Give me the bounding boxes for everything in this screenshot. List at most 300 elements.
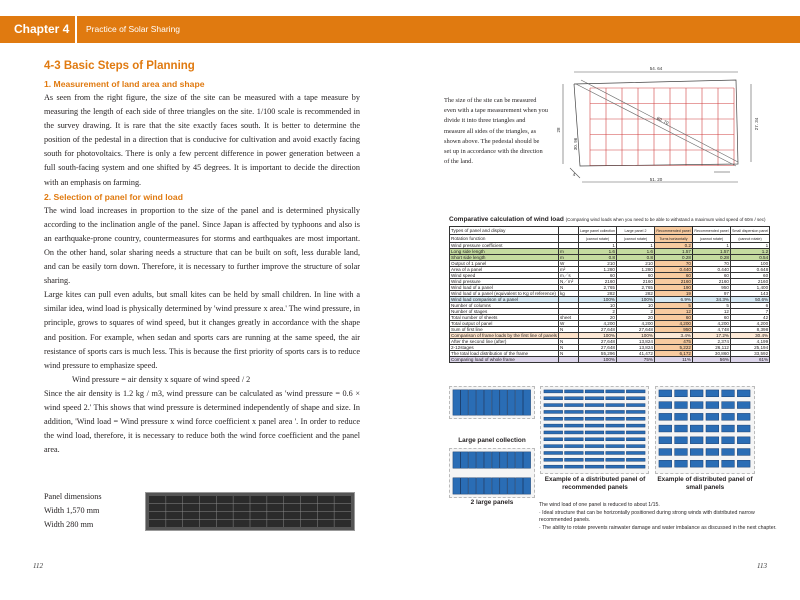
row-value: 50.6% (730, 297, 769, 303)
small-panel (675, 460, 688, 467)
recommended-panel (565, 431, 584, 434)
row-value: 4,748 (692, 327, 730, 333)
table-row (450, 339, 770, 345)
paragraph-air-density: Since the air density is 1.2 kg / m3, wind pressure can be calculated as 'wind pressure = 0.6 × wind speed 2.' This shows that wind pressure is determined independently of shape and size. In addition, 'Wind load = Wind pressure x wind force coefficient x panel area '. In order to reduce the wind load, therefore, it is necessary to reduce both the wind force coefficient and the panel area. (44, 388, 360, 455)
caption-distributed-recommended: Example of a distributed panel of recommended panels (544, 476, 646, 491)
row-unit: N (558, 351, 578, 357)
page-number-left: 112 (33, 562, 43, 570)
row-value: 13,824 (616, 339, 654, 345)
recommended-panel (585, 465, 604, 468)
recommended-panel (565, 417, 584, 420)
paragraph-kites: Large kites can pull even adults, but small kites can be held by small children. In line with a similar idea, wind load is physically determined by 'wind pressure x area.' The wind pressure, in principle, grows to squares of wind speed, but it changes greatly in accordance with the shape and position. For example, when sedan and sports cars are running at the same speed, the air resistance of sports cars is much less. This is because the first priority of sports cars is to reduce wind pressure to emphasize speed. (44, 290, 360, 370)
row-value: 0.440 (692, 267, 730, 273)
small-panel (659, 390, 672, 397)
recommended-panel (606, 410, 625, 413)
row-value: 56% (692, 357, 730, 363)
row-value: 1.6 (616, 249, 654, 255)
recommended-panel (606, 404, 625, 407)
row-label: Wind speed (450, 273, 559, 279)
header-cell (558, 235, 578, 243)
recommended-panel (544, 397, 563, 400)
row-value: 0.28 (692, 255, 730, 261)
row-label: Short side length (450, 255, 559, 261)
recommended-panel (606, 397, 625, 400)
large-panel (461, 390, 468, 415)
recommended-panel (544, 417, 563, 420)
site-diagram-svg (556, 62, 796, 190)
recommended-panel (626, 465, 645, 468)
row-unit: m (558, 255, 578, 261)
header-cell: Rotation function (450, 235, 559, 243)
row-value: 6 (730, 303, 769, 309)
recommended-panel (585, 438, 604, 441)
row-value: 1.2 (730, 249, 769, 255)
header-cell: (cannot rotate) (692, 235, 730, 243)
row-value: 17.2% (692, 333, 730, 339)
row-value: 75% (616, 357, 654, 363)
recommended-panel (544, 465, 563, 468)
row-label: Long side length (450, 249, 559, 255)
recommended-panel (606, 390, 625, 393)
large-panel (515, 452, 522, 468)
row-value: 34.3% (692, 297, 730, 303)
row-value: 12 (692, 309, 730, 315)
row-value: 60 (654, 315, 692, 321)
recommended-panel (626, 397, 645, 400)
row-value: 20 (616, 315, 654, 321)
row-unit: m² (558, 267, 578, 273)
row-value: 6,172 (654, 351, 692, 357)
row-value: 12 (654, 309, 692, 315)
row-value: 6.9% (654, 297, 692, 303)
recommended-panel (565, 424, 584, 427)
row-value: 27,648 (578, 339, 616, 345)
row-value: 1.57 (692, 249, 730, 255)
row-value: 7 (730, 309, 769, 315)
row-value: 2,374 (692, 339, 730, 345)
row-value: 3.4% (654, 333, 692, 339)
recommended-panel (606, 458, 625, 461)
recommended-panel (565, 410, 584, 413)
row-label: After the second line (after) (450, 339, 559, 345)
row-value: 26,112 (692, 345, 730, 351)
row-value: 5,222 (654, 345, 692, 351)
row-value: 2160 (692, 279, 730, 285)
large-panel (476, 452, 483, 468)
dim-label-diagonal: 60. 70 (655, 115, 670, 126)
row-value: 100% (578, 297, 616, 303)
recommended-panel (565, 390, 584, 393)
row-unit: W (558, 321, 578, 327)
row-label: The total load distribution of the frame (450, 351, 559, 357)
recommended-panel (544, 431, 563, 434)
row-value: 20 (578, 315, 616, 321)
row-value: 61% (730, 357, 769, 363)
small-panel (706, 413, 719, 420)
large-panel (515, 390, 522, 415)
small-panel (722, 437, 735, 444)
row-value: 27,648 (578, 345, 616, 351)
row-value: 2160 (730, 279, 769, 285)
recommended-panel (585, 410, 604, 413)
large-panel (500, 452, 507, 468)
recommended-panel (565, 438, 584, 441)
row-value: 5 (692, 303, 730, 309)
row-label: Comparison of frame loads by the first line of panels (451, 333, 557, 338)
recommended-panel (626, 452, 645, 455)
wind-load-notes (539, 502, 789, 532)
row-value: 4,200 (578, 321, 616, 327)
row-value: 2160 (654, 279, 692, 285)
row-value: 0.8 (616, 255, 654, 261)
small-panel (722, 460, 735, 467)
small-panel (690, 390, 703, 397)
small-panel (737, 460, 750, 467)
wind-table-title (449, 216, 766, 223)
recommended-panel (544, 404, 563, 407)
row-value: 2160 (578, 279, 616, 285)
row-label: Wind load of a panel (450, 285, 559, 291)
site-survey-diagram (556, 62, 796, 190)
small-panel (690, 460, 703, 467)
row-value: 60 (692, 273, 730, 279)
two-large-panels-image (449, 448, 535, 498)
row-value: 41,472 (616, 351, 654, 357)
paragraph-land-measurement: As seen from the right figure, the size of the site can be measured with a tape measure by measuring the length of each side of three triangles on the site. 1/100 scale is recommended in the survey drawing. It is rare that the site exactly faces south. It is better to determine the position of the pedestal in a direction that is conducive for cultivation and avoid exactly facing south for photovoltaics. There is only a few percent difference in power generation between a full south-facing system and one shifted by 45 degrees. It is important to decide the direction with an emphasis on farming. (44, 93, 360, 187)
row-unit: m (558, 249, 578, 255)
recommended-panel (585, 445, 604, 448)
large-panel (461, 452, 468, 468)
row-unit: N (558, 327, 578, 333)
header-cell: Large panel 2 (616, 227, 654, 235)
row-value: 70 (654, 261, 692, 267)
large-panel (500, 478, 507, 494)
row-value: 13,824 (616, 345, 654, 351)
large-panel (523, 452, 530, 468)
small-panel (659, 425, 672, 432)
large-panel-collection-graphic (450, 387, 534, 418)
large-panel-collection-image (449, 386, 535, 419)
row-value: 0.2 (654, 243, 692, 249)
large-panel (508, 390, 515, 415)
row-value: 190 (654, 285, 692, 291)
small-panel (675, 390, 688, 397)
recommended-panel (565, 397, 584, 400)
row-label: Total output of panel (450, 321, 559, 327)
recommended-panel (585, 452, 604, 455)
row-value: 2160 (616, 279, 654, 285)
row-unit: N (558, 345, 578, 351)
row-value: 210 (616, 261, 654, 267)
small-panel (737, 449, 750, 456)
large-panel (484, 390, 491, 415)
row-unit: N (558, 339, 578, 345)
row-value: 0.648 (730, 267, 769, 273)
small-panel (675, 413, 688, 420)
row-value: 8,398 (730, 327, 769, 333)
small-panel (675, 437, 688, 444)
header-cell: Turns horizontally (654, 235, 692, 243)
recommended-panel (585, 404, 604, 407)
row-value: 0.8 (578, 255, 616, 261)
table-row (450, 351, 770, 357)
row-label: 2-12stages (450, 345, 559, 351)
caption-large-panel-collection: Large panel collection (458, 437, 526, 444)
small-panel (690, 413, 703, 420)
small-panel (722, 425, 735, 432)
chapter-label: Chapter 4 (0, 16, 77, 43)
recommended-panel (626, 390, 645, 393)
row-value: 55,296 (578, 351, 616, 357)
recommended-panel (585, 417, 604, 420)
row-value: 10 (616, 303, 654, 309)
row-value: 30,860 (692, 351, 730, 357)
row-label: Wind pressure coefficient (450, 243, 559, 249)
recommended-panel (606, 445, 625, 448)
row-label: Number of stages (450, 309, 559, 315)
row-label: Wind pressure (450, 279, 559, 285)
recommended-panel (585, 424, 604, 427)
row-label: Output of 1 panel (450, 261, 559, 267)
small-panel (706, 390, 719, 397)
row-value: 1.280 (616, 267, 654, 273)
recommended-panel (626, 438, 645, 441)
row-value: 4,199 (730, 339, 769, 345)
wind-load-table (449, 226, 770, 363)
small-panel (722, 390, 735, 397)
recommended-panel (544, 438, 563, 441)
row-value: 0.54 (730, 255, 769, 261)
site-measurement-caption: The size of the site can be measured even with a tape measurement when you divide it into three triangles and measure all sides of the triangles, as shown above. The pedestal should be set up in accordance with the direction of the land. (444, 97, 548, 166)
small-panel (690, 425, 703, 432)
recommended-panel (626, 424, 645, 427)
recommended-panel (565, 458, 584, 461)
large-panel (523, 390, 530, 415)
row-value: 33,592 (730, 351, 769, 357)
recommended-panel (606, 452, 625, 455)
note-line: The wind load of one panel is reduced to about 1/15. (539, 502, 660, 508)
row-value: 475 (654, 339, 692, 345)
small-panel (722, 449, 735, 456)
recommended-panel (565, 404, 584, 407)
large-panel (453, 478, 460, 494)
small-panel (706, 460, 719, 467)
large-panel (515, 478, 522, 494)
row-unit (558, 357, 578, 363)
recommended-panel (544, 424, 563, 427)
wind-pressure-formula: Wind pressure = air density x square of wind speed / 2 (72, 374, 251, 384)
large-panel (492, 478, 499, 494)
large-panel (523, 478, 530, 494)
large-panel (469, 390, 476, 415)
recommended-panel (626, 458, 645, 461)
small-panel (659, 402, 672, 409)
recommended-panel (626, 431, 645, 434)
row-label: Wind load comparison of a panel (450, 297, 559, 303)
small-panel (659, 413, 672, 420)
row-unit: sheet (558, 315, 578, 321)
row-label: Area of a panel (450, 267, 559, 273)
row-value: 70 (692, 261, 730, 267)
header-cell: (cannot rotate) (730, 235, 769, 243)
row-label: Wind load of a panel (equivalent to Kg of reference) (450, 291, 559, 297)
small-panel (659, 437, 672, 444)
small-panel (722, 402, 735, 409)
row-label: Sum of first line (450, 327, 559, 333)
note-line: · Ideal structure that can be horizontally positioned during strong winds with distributed narrow recommended panels. (539, 509, 755, 523)
row-value: 282 (616, 291, 654, 297)
caption-distributed-small: Example of distributed panel of small panels (657, 476, 753, 491)
large-panel (508, 452, 515, 468)
small-panel (706, 402, 719, 409)
row-value: 2,765 (616, 285, 654, 291)
large-panel (500, 390, 507, 415)
recommended-panel (544, 445, 563, 448)
recommended-panel (544, 452, 563, 455)
row-value: 4,200 (654, 321, 692, 327)
header-cell (558, 227, 578, 235)
paragraph-wind-load: The wind load increases in proportion to the size of the panel and is determined physically according to the inclination angle of the panel. Since Japan is affected by typhoons and also is an earthquake-prone country, countermeasures for storms and earthquakes are most important. On the other hand, solar sharing needs a structure that can be built on soft, less durable land, and can be easily torn down. Therefore, it is necessary to further improve the structure of solar sharing. (44, 205, 360, 286)
row-value: 42 (730, 315, 769, 321)
wind-load-table-body (450, 227, 770, 363)
large-panel (453, 452, 460, 468)
row-unit: m／s (558, 273, 578, 279)
row-value: 27,648 (616, 327, 654, 333)
row-value: 100% (578, 357, 616, 363)
large-panel (508, 478, 515, 494)
table-rotation-row (450, 235, 770, 243)
header-cell: Recommended panel (656, 228, 691, 233)
panel-dims-label: Panel dimensions (44, 492, 102, 501)
row-value: 950 (692, 285, 730, 291)
row-value: 60 (654, 273, 692, 279)
recommended-panel (565, 452, 584, 455)
small-panel (737, 413, 750, 420)
row-value: 1 (616, 243, 654, 249)
recommended-panel (544, 410, 563, 413)
solar-panel-graphic (149, 496, 351, 527)
row-value: 19 (654, 291, 692, 297)
row-unit: N (558, 285, 578, 291)
row-value: 100% (616, 333, 654, 339)
row-value: 4,200 (616, 321, 654, 327)
distributed-small-image (655, 386, 755, 474)
distributed-recommended-graphic (541, 387, 648, 473)
row-value: 2,765 (578, 285, 616, 291)
row-value: 1.280 (578, 267, 616, 273)
site-outline (574, 80, 738, 166)
small-panel (675, 449, 688, 456)
large-panel (469, 452, 476, 468)
row-label: Number of columns (450, 303, 559, 309)
row-label: Comparing load of whole frame (450, 357, 559, 363)
small-panel (737, 402, 750, 409)
panel-dims-height: Width 280 mm (44, 520, 94, 529)
row-value: 1 (730, 243, 769, 249)
large-panel (461, 478, 468, 494)
large-panel (492, 452, 499, 468)
subsection-title-land: 1. Measurement of land area and shape (44, 79, 205, 89)
small-panel (675, 425, 688, 432)
small-panel (706, 449, 719, 456)
recommended-panel (565, 445, 584, 448)
row-value: 27,648 (578, 327, 616, 333)
chapter-title: Practice of Solar Sharing (86, 24, 181, 34)
recommended-panel (544, 458, 563, 461)
small-panel (737, 425, 750, 432)
row-value: 0.440 (654, 267, 692, 273)
recommended-panel (606, 438, 625, 441)
row-label: Total number of sheets (450, 315, 559, 321)
row-value: 2 (578, 309, 616, 315)
small-panel (690, 449, 703, 456)
small-panel (706, 437, 719, 444)
header-cell: Types of panel and display (450, 227, 559, 235)
row-value: 100% (578, 333, 616, 339)
row-value: 60 (578, 273, 616, 279)
row-value: 1 (692, 243, 730, 249)
row-value: 100% (616, 297, 654, 303)
panel-dimensions (44, 490, 102, 532)
small-panel (737, 390, 750, 397)
recommended-panel (606, 431, 625, 434)
row-value: 1.57 (654, 249, 692, 255)
recommended-panel (585, 390, 604, 393)
header-cell: (cannot rotate) (616, 235, 654, 243)
wind-table-title-text: Comparative calculation of wind load (449, 216, 564, 223)
row-value: 2 (616, 309, 654, 315)
recommended-panel (606, 424, 625, 427)
row-value: 30.4% (730, 333, 769, 339)
recommended-panel (626, 445, 645, 448)
header-cell: Recommended panel (694, 228, 729, 233)
recommended-panel (626, 410, 645, 413)
row-value: 1.6 (578, 249, 616, 255)
row-value: 5 (654, 303, 692, 309)
small-panel (690, 437, 703, 444)
recommended-panel (585, 397, 604, 400)
large-panel (484, 452, 491, 468)
dim-label-left-outer: 28 (556, 127, 561, 133)
table-header-row (450, 227, 770, 235)
small-panel (737, 437, 750, 444)
dim-label-right: 27. 34 (754, 117, 759, 131)
recommended-panel (585, 458, 604, 461)
dim-label-corner: 4 (572, 172, 576, 177)
table-row (450, 357, 770, 363)
recommended-panel (565, 465, 584, 468)
note-line: · The ability to rotate prevents rainwater damage and water imbalance as discussed in the next chapter. (539, 524, 777, 531)
row-value: 25,194 (730, 345, 769, 351)
row-value: 100 (730, 261, 769, 267)
two-large-panels-graphic (450, 449, 534, 497)
row-value: 210 (578, 261, 616, 267)
panel-dims-width: Width 1,570 mm (44, 506, 100, 515)
row-value: 10 (578, 303, 616, 309)
small-panel (706, 425, 719, 432)
row-value: 4,200 (692, 321, 730, 327)
header-cell: Large panel collection (579, 228, 615, 233)
table-row (450, 297, 770, 303)
dim-label-top: 54. 64 (649, 66, 663, 71)
row-value: 282 (578, 291, 616, 297)
large-panel (469, 478, 476, 494)
row-value: 97 (692, 291, 730, 297)
row-value: 950 (654, 327, 692, 333)
row-value: 1 (578, 243, 616, 249)
chapter-header-bar (0, 16, 800, 43)
large-panel (476, 390, 483, 415)
